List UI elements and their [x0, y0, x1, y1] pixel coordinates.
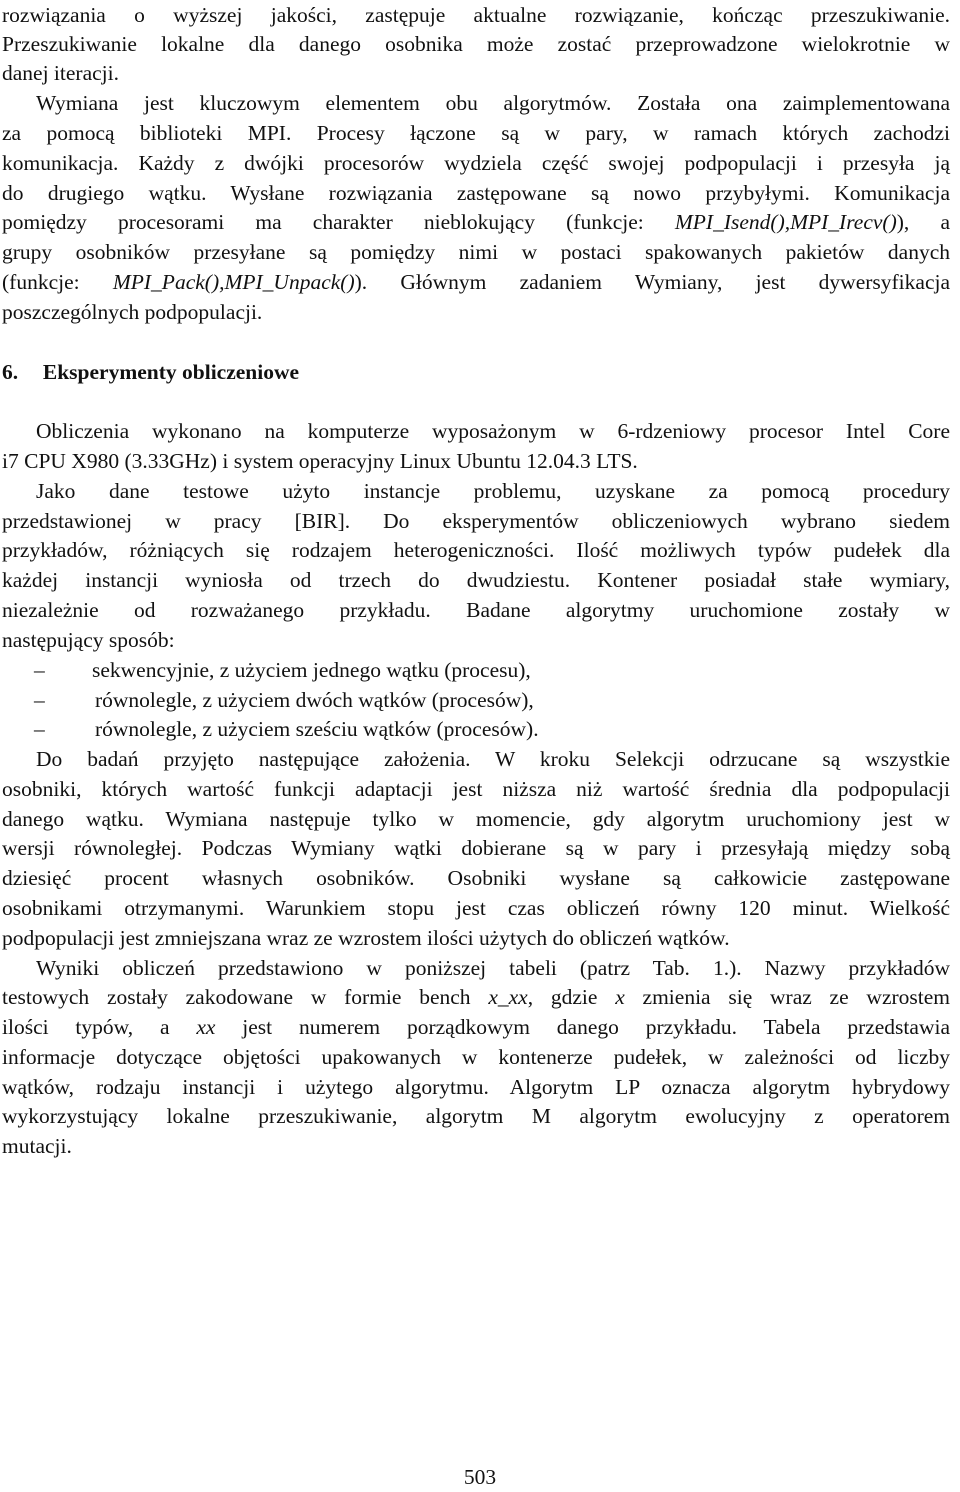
- text-line: wersji równoległej. Podczas Wymiany wątki dobierane są w pary i przesyłają między sobą: [2, 836, 950, 860]
- text-span: pomiędzy procesorami ma charakter nieblokujący (funkcje:: [2, 210, 675, 234]
- text-line: za pomocą biblioteki MPI. Procesy łączone są w pary, w ramach których zachodzi: [2, 121, 950, 145]
- variable-name: x_xx: [488, 985, 528, 1009]
- function-name: MPI_Isend(),MPI_Irecv(): [674, 210, 897, 234]
- list-dash: –: [34, 717, 45, 741]
- text-span: zmienia się wraz ze wzrostem: [624, 985, 951, 1009]
- text-line: wątków, rodzaju instancji i użytego algorytmu. Algorytm LP oznacza algorytm hybrydowy: [2, 1075, 950, 1099]
- text-span: ), a: [896, 210, 950, 234]
- text-span: jest numerem porządkowym danego przykładu. Tabela przedstawia: [215, 1015, 950, 1039]
- text-line: Wyniki obliczeń przedstawiono w poniższej tabeli (patrz Tab. 1.). Nazwy przykładów: [36, 956, 950, 980]
- text-span: (funkcje:: [2, 270, 113, 294]
- text-line: [2, 207, 950, 237]
- list-dash: –: [34, 688, 45, 712]
- text-line: osobniki, których wartość funkcji adaptacji jest niższa niż wartość średnia dla podpopulacji: [2, 777, 950, 801]
- text-line: poszczególnych podpopulacji.: [2, 300, 263, 324]
- text-line: Wymiana jest kluczowym elementem obu algorytmów. Została ona zaimplementowana: [36, 91, 950, 115]
- text-line: grupy osobników przesyłane są pomiędzy nimi w postaci spakowanych pakietów danych: [2, 240, 950, 264]
- text-line: przedstawionej w pracy [BIR]. Do eksperymentów obliczeniowych wybrano siedem: [2, 509, 950, 533]
- text-line: [2, 982, 950, 1012]
- text-line: danej iteracji.: [2, 61, 119, 85]
- text-line: niezależnie od rozważanego przykładu. Badane algorytmy uruchomione zostały w: [2, 598, 950, 622]
- text-span: ilości typów, a: [2, 1015, 197, 1039]
- function-name: MPI_Pack(),MPI_Unpack(): [112, 270, 355, 294]
- text-line: przykładów, różniących się rodzajem heterogeniczności. Ilość możliwych typów pudełek dla: [2, 538, 950, 562]
- text-line: Jako dane testowe użyto instancje problemu, uzyskane za pomocą procedury: [36, 479, 950, 503]
- text-line: danego wątku. Wymiana następuje tylko w momencie, gdy algorytm uruchomiony jest w: [2, 807, 950, 831]
- list-dash: –: [34, 658, 45, 682]
- page-number: 503: [463, 1465, 497, 1489]
- list-item: równolegle, z użyciem sześciu wątków (procesów).: [95, 717, 539, 741]
- text-line: informacje dotyczące objętości upakowanych w kontenerze pudełek, w zależności od liczby: [2, 1045, 950, 1069]
- text-line: rozwiązania o wyższej jakości, zastępuje aktualne rozwiązanie, kończąc przeszukiwanie.: [2, 3, 950, 27]
- text-line: dziesięć procent własnych osobników. Osobniki wysłane są całkowicie zastępowane: [2, 866, 950, 890]
- text-line: i7 CPU X980 (3.33GHz) i system operacyjny Linux Ubuntu 12.04.3 LTS.: [2, 449, 638, 473]
- section-title: Eksperymenty obliczeniowe: [42, 360, 300, 384]
- text-line: Obliczenia wykonano na komputerze wyposażonym w 6-rdzeniowy procesor Intel Core: [36, 419, 950, 443]
- section-number: 6.: [2, 360, 19, 384]
- variable-name: xx: [196, 1015, 216, 1039]
- text-line: następujący sposób:: [2, 628, 175, 652]
- text-line: wykorzystujący lokalne przeszukiwanie, algorytm M algorytm ewolucyjny z operatorem: [2, 1104, 950, 1128]
- list-item: sekwencyjnie, z użyciem jednego wątku (procesu),: [92, 658, 531, 682]
- text-line: każdej instancji wyniosła od trzech do dwudziestu. Kontener posiadał stałe wymiary,: [2, 568, 950, 592]
- text-span: ). Głównym zadaniem Wymiany, jest dywersyfikacja: [354, 270, 951, 294]
- text-line: osobnikami otrzymanymi. Warunkiem stopu jest czas obliczeń równy 120 minut. Wielkość: [2, 896, 950, 920]
- text-line: komunikacja. Każdy z dwójki procesorów wydziela część swojej podpopulacji i przesyła ją: [2, 151, 950, 175]
- text-span: testowych zostały zakodowane w formie bench: [2, 985, 489, 1009]
- text-line: Przeszukiwanie lokalne dla danego osobnika może zostać przeprowadzone wielokrotnie w: [2, 32, 950, 56]
- text-span: , gdzie: [527, 985, 616, 1009]
- list-item: równolegle, z użyciem dwóch wątków (procesów),: [95, 688, 534, 712]
- text-line: Do badań przyjęto następujące założenia. W kroku Selekcji odrzucane są wszystkie: [36, 747, 950, 771]
- text-line: podpopulacji jest zmniejszana wraz ze wzrostem ilości użytych do obliczeń wątków.: [2, 926, 730, 950]
- text-line: mutacji.: [2, 1134, 72, 1158]
- text-line: [2, 1012, 950, 1042]
- variable-name: x: [615, 985, 625, 1009]
- text-line: [2, 267, 950, 297]
- section-heading: [2, 357, 299, 387]
- text-line: do drugiego wątku. Wysłane rozwiązania zastępowane są nowo przybyłymi. Komunikacja: [2, 181, 950, 205]
